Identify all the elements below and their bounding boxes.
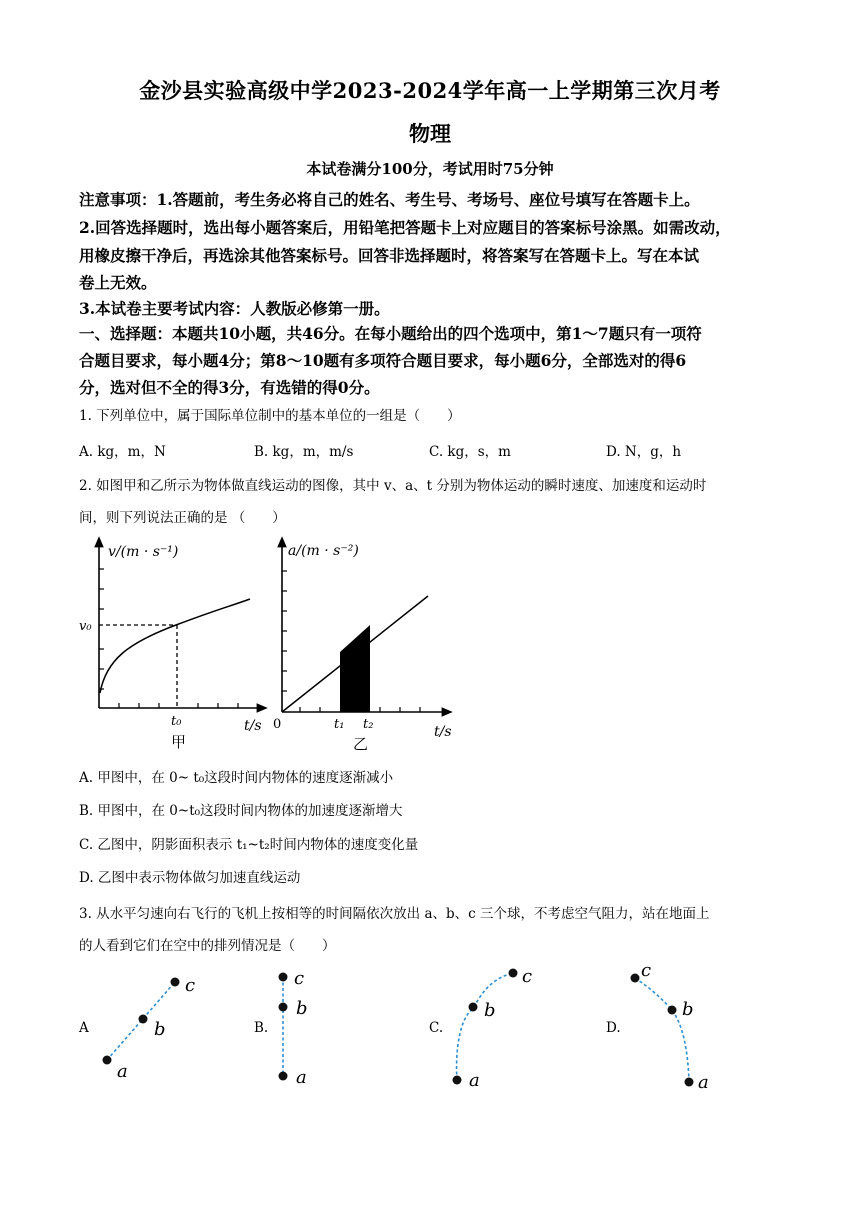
q3-option-c-letter: C. bbox=[429, 1020, 444, 1036]
yi-x-label: t/s bbox=[434, 724, 452, 740]
q3-stem-2: 的人看到它们在空中的排列情况是（ ） bbox=[79, 938, 336, 954]
jia-x-label: t/s bbox=[244, 718, 262, 734]
q3-figure-d bbox=[618, 955, 738, 1095]
q2-option-b: B. 甲图中，在 0~t₀这段时间内物体的加速度逐渐增大 bbox=[79, 803, 403, 819]
q1-stem: 1. 下列单位中，属于国际单位制中的基本单位的一组是（ ） bbox=[79, 408, 461, 424]
exam-info: 本试卷满分100分，考试用时75分钟 bbox=[306, 160, 554, 178]
q1-option-d: D. N，g，h bbox=[606, 444, 682, 460]
yi-t1-label: t₁ bbox=[334, 717, 345, 732]
jia-velocity-curve bbox=[100, 599, 250, 693]
q3d-ball-c bbox=[631, 974, 640, 983]
q2-option-a: A. 甲图中，在 0~ t₀这段时间内物体的速度逐渐减小 bbox=[79, 770, 394, 786]
q3-figure-a bbox=[90, 965, 220, 1085]
q3c-label-b: b bbox=[484, 1000, 496, 1021]
jia-y-label: v/(m · s⁻¹) bbox=[108, 544, 179, 560]
notes-line-3: 用橡皮擦干净后，再选涂其他答案标号。回答非选择题时，将答案写在答题卡上。写在本试 bbox=[79, 246, 700, 265]
notes-line-1: 注意事项：1.答题前，考生务必将自己的姓名、考生号、考场号、座位号填写在答题卡上。 bbox=[79, 190, 700, 209]
jia-caption: 甲 bbox=[171, 733, 187, 751]
q3-option-b-letter: B. bbox=[254, 1020, 269, 1036]
jia-t0-label: t₀ bbox=[171, 714, 182, 729]
figure-jia bbox=[78, 535, 278, 755]
q2-stem-2: 间，则下列说法正确的是 （ ） bbox=[79, 510, 286, 526]
q3b-label-a: a bbox=[296, 1067, 307, 1088]
q3c-ball-c bbox=[509, 969, 518, 978]
q3-stem-1: 3. 从水平匀速向右飞行的飞机上按相等的时间隔依次放出 a、b、c 三个球，不考虑空气阻力，站在地面上 bbox=[79, 906, 710, 922]
section1-line-3: 分，选对但不全的得3分，有选错的得0分。 bbox=[79, 378, 380, 397]
q1-option-c: C. kg，s，m bbox=[429, 444, 511, 460]
jia-ticks bbox=[99, 569, 238, 708]
q2-stem-1: 2. 如图甲和乙所示为物体做直线运动的图像，其中 v、a、t 分别为物体运动的瞬时速度、加速度和运动时 bbox=[79, 478, 707, 494]
yi-t2-label: t₂ bbox=[363, 717, 374, 732]
q3a-label-b: b bbox=[154, 1019, 166, 1040]
yi-caption: 乙 bbox=[353, 735, 369, 753]
q3c-ball-b bbox=[469, 1003, 478, 1012]
q3b-ball-b bbox=[279, 1003, 288, 1012]
q3b-ball-c bbox=[279, 973, 288, 982]
q3c-label-c: c bbox=[522, 966, 533, 987]
figure-yi bbox=[270, 535, 470, 755]
q3d-dash-curve bbox=[635, 978, 689, 1082]
q3c-label-a: a bbox=[469, 1070, 480, 1091]
q3c-dash-curve bbox=[457, 973, 513, 1080]
notes-line-5: 3.本试卷主要考试内容：人教版必修第一册。 bbox=[79, 299, 390, 318]
q3-figure-b bbox=[265, 960, 345, 1090]
yi-y-label: a/(m · s⁻²) bbox=[288, 543, 359, 559]
q3-option-d-letter: D. bbox=[606, 1020, 621, 1036]
q3b-label-b: b bbox=[296, 998, 308, 1019]
q2-option-d: D. 乙图中表示物体做匀加速直线运动 bbox=[79, 870, 301, 886]
q3a-label-c: c bbox=[185, 975, 196, 996]
q3d-label-b: b bbox=[682, 999, 694, 1020]
q2-option-c: C. 乙图中，阴影面积表示 t₁~t₂时间内物体的速度变化量 bbox=[79, 837, 419, 853]
q3d-ball-b bbox=[668, 1006, 677, 1015]
q1-option-b: B. kg，m，m/s bbox=[254, 444, 354, 460]
jia-v0-label: v₀ bbox=[79, 619, 92, 634]
q3-option-a-letter: A bbox=[79, 1020, 89, 1036]
q3d-label-a: a bbox=[698, 1072, 709, 1093]
q3-figure-c bbox=[440, 955, 560, 1095]
q3b-ball-a bbox=[279, 1072, 288, 1081]
q3a-label-a: a bbox=[117, 1061, 128, 1082]
q3c-ball-a bbox=[453, 1076, 462, 1085]
section1-line-2: 合题目要求，每小题4分；第8～10题有多项符合题目要求，每小题6分，全部选对的得6 bbox=[79, 351, 687, 370]
q1-option-a: A. kg，m，N bbox=[79, 444, 166, 460]
yi-shaded-area bbox=[340, 625, 370, 712]
q3d-ball-a bbox=[685, 1078, 694, 1087]
yi-origin-label: 0 bbox=[273, 717, 282, 732]
section1-line-1: 一、选择题：本题共10小题，共46分。在每小题给出的四个选项中，第1～7题只有一项符 bbox=[79, 324, 702, 343]
exam-title: 金沙县实验高级中学2023-2024学年高一上学期第三次月考 bbox=[139, 78, 721, 103]
q3a-ball-b bbox=[139, 1015, 148, 1024]
q3a-ball-a bbox=[103, 1056, 112, 1065]
q3a-ball-c bbox=[171, 978, 180, 987]
q3b-label-c: c bbox=[294, 968, 305, 989]
notes-line-4: 卷上无效。 bbox=[79, 273, 157, 292]
notes-line-2: 2.回答选择题时，选出每小题答案后，用铅笔把答题卡上对应题目的答案标号涂黑。如需改动， bbox=[79, 218, 731, 237]
subject-title: 物理 bbox=[409, 121, 451, 146]
q3d-label-c: c bbox=[641, 960, 652, 981]
